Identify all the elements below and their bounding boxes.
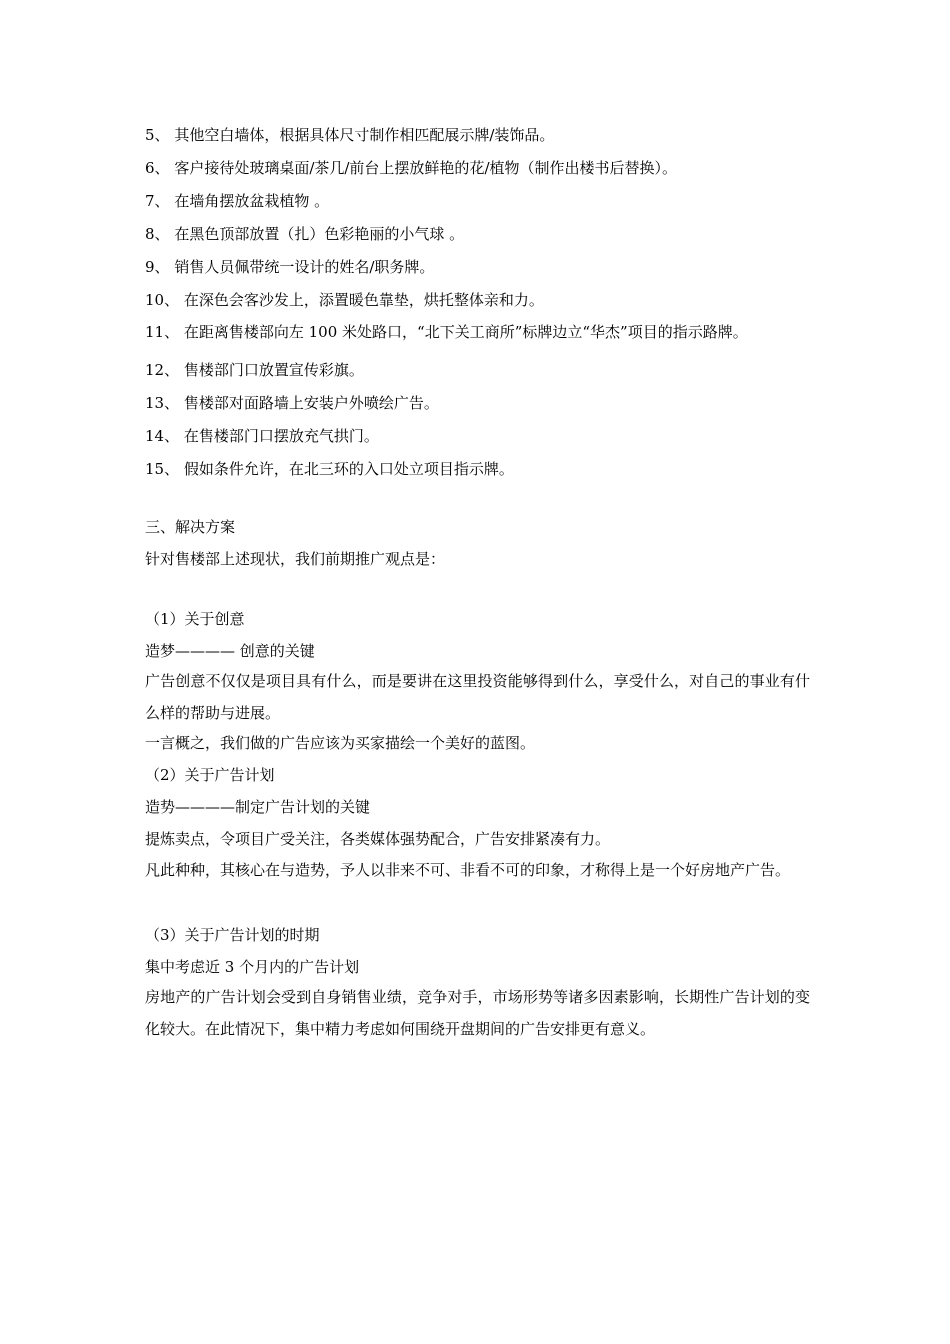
list-item-number: 11、 xyxy=(145,323,180,341)
list-item-text: 在黑色顶部放置（扎）色彩艳丽的小气球 。 xyxy=(174,225,465,243)
list-item-number: 14、 xyxy=(145,427,180,445)
part1-paragraph: 广告创意不仅仅是项目具有什么，而是要讲在这里投资能够得到什么，享受什么，对自己的事业有什么样的帮助与进展。 xyxy=(145,672,810,722)
list-item xyxy=(145,425,810,447)
list-item-number: 12、 xyxy=(145,361,180,379)
list-item xyxy=(145,458,810,480)
list-item-number: 6、 xyxy=(145,159,170,177)
list-item xyxy=(145,124,810,146)
list-item-number: 9、 xyxy=(145,258,170,276)
list-item xyxy=(145,157,810,179)
part3-title: （3）关于广告计划的时期 xyxy=(145,926,320,944)
blank-line xyxy=(145,480,810,516)
part3-paragraph: 房地产的广告计划会受到自身销售业绩，竞争对手，市场形势等诸多因素影响，长期性广告计划的变化较大。在此情况下，集中精力考虑如何围绕开盘期间的广告安排更有意义。 xyxy=(145,988,810,1038)
list-item-number: 13、 xyxy=(145,394,180,412)
part1-title: （1）关于创意 xyxy=(145,610,245,628)
part2-title: （2）关于广告计划 xyxy=(145,766,275,784)
list-item xyxy=(145,190,810,212)
list-item xyxy=(145,256,810,278)
list-item xyxy=(145,316,810,348)
blank-line xyxy=(145,570,810,608)
part3-subtitle: 集中考虑近 3 个月内的广告计划 xyxy=(145,958,360,976)
part1-paragraph: 一言概之，我们做的广告应该为买家描绘一个美好的蓝图。 xyxy=(145,734,536,752)
section-heading: 三、解决方案 xyxy=(145,518,236,536)
list-item-number: 7、 xyxy=(145,192,170,210)
list-item-number: 5、 xyxy=(145,126,170,144)
blank-line xyxy=(145,886,810,924)
list-item xyxy=(145,359,810,381)
part2-paragraph: 提炼卖点，令项目广受关注，各类媒体强势配合，广告安排紧凑有力。 xyxy=(145,830,611,848)
list-item-number: 8、 xyxy=(145,225,170,243)
list-item-number: 15、 xyxy=(145,460,180,478)
list-item-text: 售楼部门口放置宣传彩旗。 xyxy=(183,361,364,379)
list-item-text: 售楼部对面路墙上安装户外喷绘广告。 xyxy=(183,394,439,412)
list-item-text: 销售人员佩带统一设计的姓名/职务牌。 xyxy=(174,258,435,276)
numbered-list xyxy=(145,124,810,480)
list-item-text: 在深色会客沙发上，添置暖色靠垫，烘托整体亲和力。 xyxy=(183,291,544,309)
list-item xyxy=(145,392,810,414)
list-item-text: 假如条件允许，在北三环的入口处立项目指示牌。 xyxy=(183,460,514,478)
list-item-text: 在售楼部门口摆放充气拱门。 xyxy=(183,427,379,445)
list-item xyxy=(145,289,810,311)
list-item-text: 在距离售楼部向左 100 米处路口，“北下关工商所”标牌边立“华杰”项目的指示路牌。 xyxy=(183,323,748,341)
list-item-text: 客户接待处玻璃桌面/茶几/前台上摆放鲜艳的花/植物（制作出楼书后替换）。 xyxy=(174,159,677,177)
section-intro: 针对售楼部上述现状，我们前期推广观点是： xyxy=(145,550,446,568)
list-item-text: 其他空白墙体，根据具体尺寸制作相匹配展示牌/装饰品。 xyxy=(174,126,555,144)
list-item-text: 在墙角摆放盆栽植物 。 xyxy=(174,192,330,210)
list-item-number: 10、 xyxy=(145,291,180,309)
list-item xyxy=(145,223,810,245)
document-body xyxy=(145,124,810,1045)
part1-subtitle: 造梦———— 创意的关键 xyxy=(145,642,315,660)
part2-subtitle: 造势————制定广告计划的关键 xyxy=(145,798,371,816)
part2-paragraph: 凡此种种，其核心在与造势，予人以非来不可、非看不可的印象，才称得上是一个好房地产广告。 xyxy=(145,861,791,879)
